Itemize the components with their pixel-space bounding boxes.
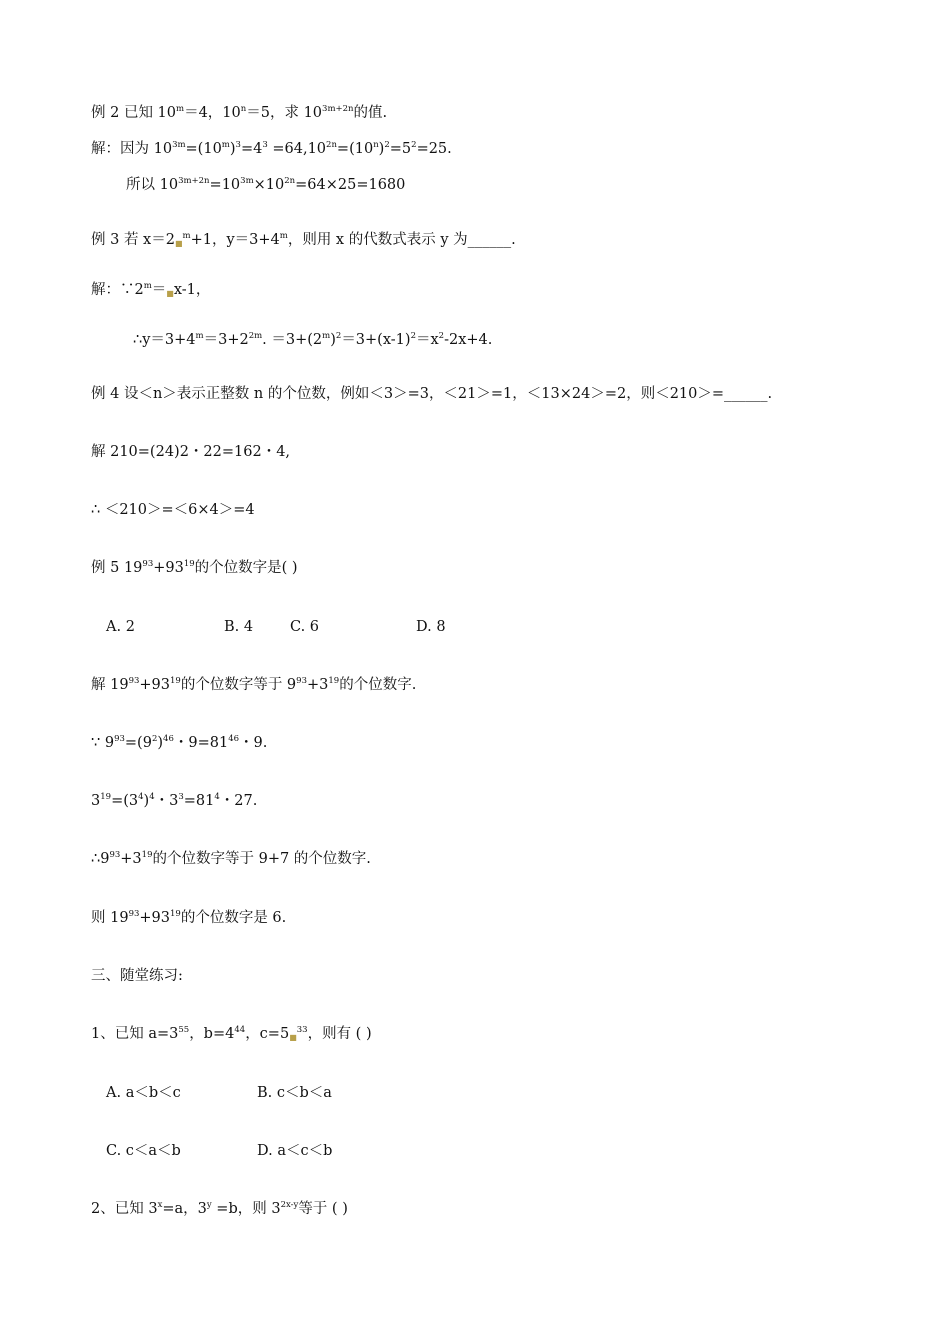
example-2-solution-line-2: 所以 $10^{3m+2n}=10^{3m}\times 10^{2n}=64\times 25=1680$: [126, 176, 406, 193]
example-3-solution-line-2: $\therefore y=3+4^m=3+2^{2m}$. $=3+(2^m)^2=3+(x-1)^2=x^2-2x+4$.: [133, 331, 493, 348]
example-5-option-d: D. 8: [416, 619, 446, 635]
example-4-solution-line-2: ∴ ＜210＞=＜6×4＞=4: [91, 502, 255, 518]
example-5-solution-line-4: $\therefore 9^{93}+3^{19}$的个位数字等于 9+7 的个位数字.: [91, 850, 371, 867]
example-4-solution-line-1: 解 210=(24)2・22=162・4,: [91, 444, 291, 460]
example-5-solution-line-5: 则 $19^{93}+93^{19}$的个位数字是 6.: [91, 909, 287, 926]
example-5-option-a: A. 2: [106, 619, 135, 635]
artifact-mark: ■: [166, 289, 174, 298]
example-5-question: 例 5 $19^{93}+93^{19}$的个位数字是( ): [91, 559, 298, 576]
exercise-1-option-d: D. a＜c＜b: [257, 1143, 333, 1159]
example-5-solution-line-2: ∵ $9^{93}=(9^2)^{46}$・$9=81^{46}$・9.: [91, 734, 268, 751]
example-2-question: 例 2 已知 $10^m=4$，$10^n=5$，求 $10^{3m+2n}$的值.: [91, 104, 388, 121]
example-5-option-c: C. 6: [290, 619, 320, 635]
exercise-1-option-c: C. c＜a＜b: [106, 1143, 181, 1159]
exercise-1-question: 1、已知 $a=3^{55}$，$b=4^{44}$，c=5■$^{33}$，则有 ( ): [91, 1025, 372, 1042]
section-heading: 三、随堂练习:: [91, 968, 183, 984]
example-5-option-b: B. 4: [224, 619, 254, 635]
exercise-1-option-a: A. a＜b＜c: [106, 1085, 181, 1101]
example-4-question: 例 4 设＜n＞表示正整数 n 的个位数，例如＜3＞=3，＜21＞=1，＜13×24＞=2，则＜210＞=______.: [91, 386, 773, 402]
example-3-question: 例 3 若 x＝2■$^m$+1，$y=3+4^m$，则用 x 的代数式表示 y 为______.: [91, 231, 516, 248]
example-5-solution-line-3: $3^{19}=(3^4)^4$・$3^3=81^4$・27.: [91, 792, 258, 809]
example-2-solution-line-1: 解：因为 $10^{3m}=(10^m)^3=4^3 =64,10^{2n}=(10^n)^2=5^2=25$.: [91, 140, 452, 157]
exercise-2-question: 2、已知 $3^x=a$，$3^y =b$，则 $3^{2x-y}$等于 ( ): [91, 1200, 348, 1217]
artifact-mark: ■: [174, 239, 183, 248]
example-3-solution-line-1: 解：$\because 2^m=■x-1$，: [91, 281, 211, 298]
exercise-1-option-b: B. c＜b＜a: [257, 1085, 332, 1101]
artifact-mark: ■: [289, 1033, 297, 1042]
example-5-solution-line-1: 解 $19^{93}+93^{19}$的个位数字等于 $9^{93}+3^{19}$的个位数字.: [91, 676, 417, 693]
